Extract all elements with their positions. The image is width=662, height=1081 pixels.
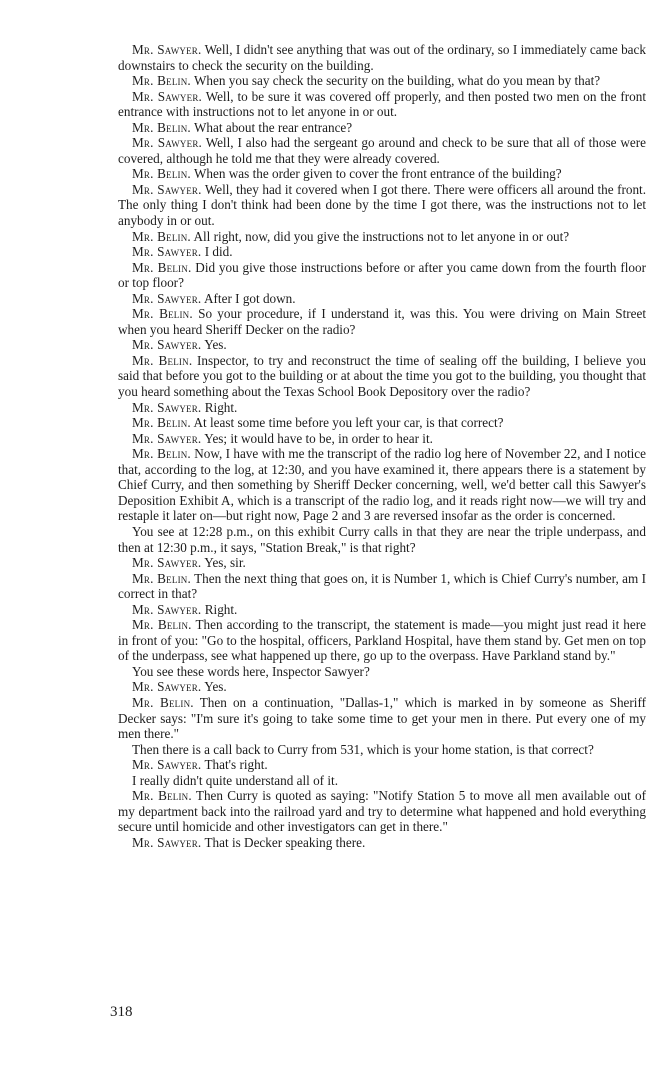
statement: Well, I didn't see anything that was out of the ordinary, so I immediately came back downstairs to check the security on the building. (118, 42, 646, 73)
statement: When you say check the security on the building, what do you mean by that? (190, 73, 601, 89)
paragraph (118, 229, 646, 245)
paragraph (118, 773, 646, 789)
statement: Now, I have with me the transcript of the radio log here of November 22, and I notice that, according to the log, at 12:30, and you have examined it, there appears there is a statement by Chief Curry, and then something by Sheriff Decker concerning, well, we'd better call this Sawyer's Deposition Exhibit A, which is a transcript of the radio log, and it reads right now—we will try and restaple it later on—but right now, Page 2 and 3 are reversed insofar as the order is concerned. (118, 446, 646, 524)
statement: What about the rear entrance? (190, 119, 353, 135)
paragraph (118, 602, 646, 618)
statement: I really didn't quite understand all of it. (132, 772, 338, 788)
paragraph (118, 182, 646, 229)
speaker: Mr. Sawyer. (132, 88, 203, 104)
statement: Then on a continuation, "Dallas-1," which is marked in by someone as Sheriff Decker says: "I'm sure it's going to take some time to get your men in there. Put every one of my men there." (118, 694, 646, 742)
speaker: Mr. Belin. (132, 228, 191, 244)
paragraph (118, 617, 646, 664)
speaker: Mr. Belin. (132, 694, 194, 710)
speaker: Mr. Belin. (132, 617, 192, 633)
speaker: Mr. Sawyer. (132, 601, 202, 617)
statement: Then Curry is quoted as saying: "Notify Station 5 to move all men available out of my department back into the railroad yard and try to determine what happened and hold everything secure until homicide and other investigators can get in there." (118, 788, 646, 835)
paragraph (118, 742, 646, 758)
statement: Inspector, to try and reconstruct the time of sealing off the building, I believe you said that before you got to the building or at about the time you got to the building, you thought that you heard something about the Texas School Book Depository over the radio? (118, 352, 646, 400)
speaker: Mr. Sawyer. (132, 42, 202, 57)
speaker: Mr. Belin. (132, 352, 193, 368)
speaker: Mr. Sawyer. (132, 337, 202, 353)
paragraph (118, 135, 646, 166)
paragraph (118, 337, 646, 353)
speaker: Mr. Sawyer. (132, 290, 202, 306)
speaker: Mr. Sawyer. (132, 244, 202, 260)
speaker: Mr. Belin. (132, 788, 192, 804)
paragraph (118, 524, 646, 555)
paragraph (118, 788, 646, 835)
paragraph (118, 571, 646, 602)
statement: When was the order given to cover the front entrance of the building? (190, 166, 562, 182)
paragraph (118, 244, 646, 260)
statement: Right. (201, 601, 238, 617)
paragraph (118, 120, 646, 136)
paragraph (118, 73, 646, 89)
paragraph (118, 679, 646, 695)
statement: Yes. (201, 337, 227, 353)
speaker: Mr. Sawyer. (132, 679, 202, 695)
speaker: Mr. Sawyer. (132, 430, 202, 446)
paragraph (118, 353, 646, 400)
speaker: Mr. Belin. (132, 73, 191, 89)
speaker: Mr. Sawyer. (132, 555, 202, 571)
statement: After I got down. (201, 290, 296, 306)
statement: Yes; it would have to be, in order to hear it. (201, 430, 433, 446)
statement: So your procedure, if I understand it, was this. You were driving on Main Street when you heard Sheriff Decker on the radio? (118, 306, 646, 337)
transcript-body (118, 42, 646, 850)
statement: Then the next thing that goes on, it is Number 1, which is Chief Curry's number, am I correct in that? (118, 570, 646, 602)
speaker: Mr. Belin. (132, 570, 191, 586)
paragraph (118, 42, 646, 73)
paragraph (118, 695, 646, 742)
speaker: Mr. Sawyer. (132, 757, 202, 773)
speaker: Mr. Sawyer. (132, 834, 202, 850)
speaker: Mr. Sawyer. (132, 181, 202, 197)
statement: That is Decker speaking there. (201, 834, 366, 850)
speaker: Mr. Sawyer. (132, 135, 203, 151)
speaker: Mr. Belin. (132, 259, 192, 275)
paragraph (118, 306, 646, 337)
speaker: Mr. Belin. (132, 446, 191, 462)
statement: Well, to be sure it was covered off properly, and then posted two men on the front entrance with instructions not to let anyone in or out. (118, 88, 646, 120)
speaker: Mr. Belin. (132, 306, 193, 322)
paragraph (118, 400, 646, 416)
statement: Yes. (201, 679, 227, 695)
paragraph (118, 431, 646, 447)
statement: I did. (201, 244, 233, 260)
paragraph (118, 757, 646, 773)
paragraph (118, 446, 646, 524)
paragraph (118, 166, 646, 182)
statement: You see at 12:28 p.m., on this exhibit Curry calls in that they are near the triple underpass, and then at 12:30 p.m., it says, "Station Break," is that right? (118, 523, 646, 555)
paragraph (118, 89, 646, 120)
paragraph (118, 835, 646, 851)
statement: Then there is a call back to Curry from 531, which is your home station, is that correct? (132, 741, 594, 757)
statement: That's right. (201, 757, 268, 773)
statement: At least some time before you left your car, is that correct? (190, 415, 504, 431)
speaker: Mr. Belin. (132, 415, 191, 431)
page-number: 318 (110, 1004, 133, 1020)
statement: You see these words here, Inspector Sawyer? (132, 663, 370, 679)
speaker: Mr. Belin. (132, 166, 191, 182)
paragraph (118, 555, 646, 571)
paragraph (118, 664, 646, 680)
paragraph (118, 291, 646, 307)
paragraph (118, 415, 646, 431)
statement: Then according to the transcript, the statement is made—you might just read it here in front of you: "Go to the hospital, officers, Parkland Hospital, have them stand by. Get men on top of the underpass, see what happened up there, go up to the overpass. Have Parkland stand by." (118, 617, 646, 664)
statement: Did you give those instructions before or after you came down from the fourth floor or top floor? (118, 259, 646, 291)
speaker: Mr. Sawyer. (132, 399, 202, 415)
paragraph (118, 260, 646, 291)
statement: Yes, sir. (201, 555, 246, 571)
statement: Right. (201, 399, 238, 415)
speaker: Mr. Belin. (132, 119, 191, 135)
statement: Well, they had it covered when I got there. There were officers all around the front. The only thing I don't think had been done by the time I got there, was the instructions not to let anybody in or out. (118, 181, 646, 229)
statement: Well, I also had the sergeant go around and check to be sure that all of those were covered, although he told me that they were already covered. (118, 135, 646, 166)
statement: All right, now, did you give the instructions not to let anyone in or out? (190, 228, 570, 244)
